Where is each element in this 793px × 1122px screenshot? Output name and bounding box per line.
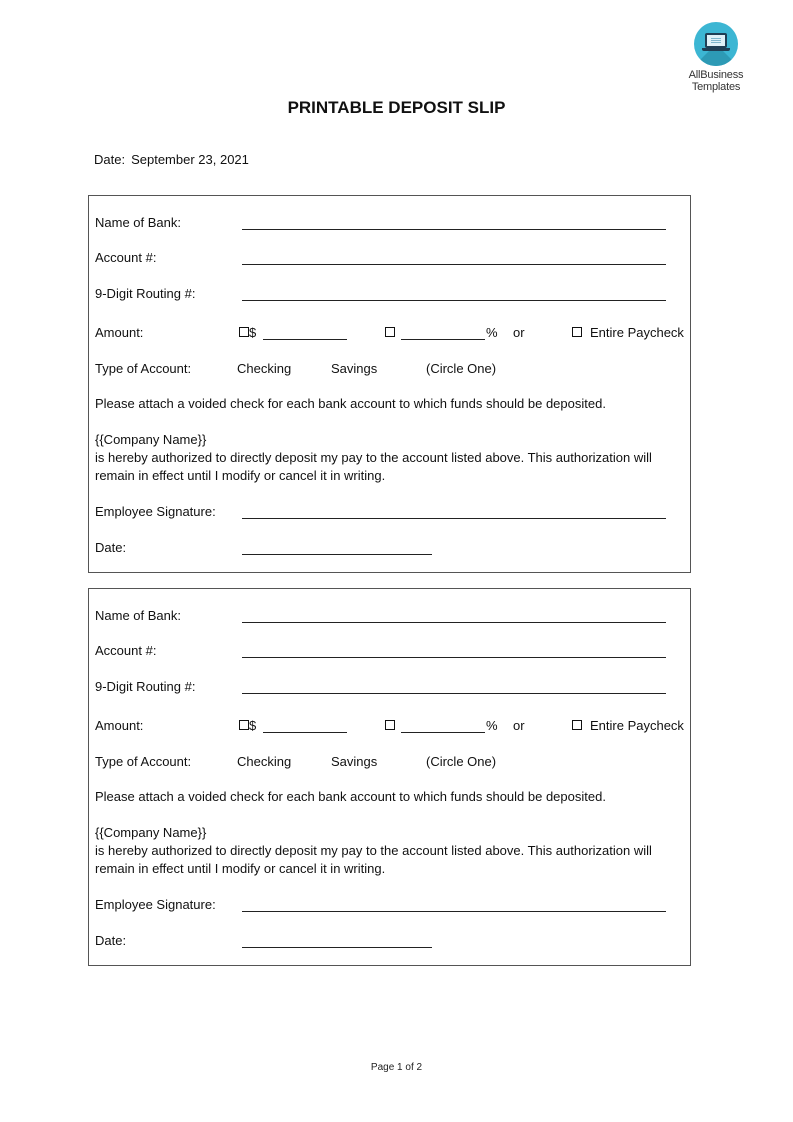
- or-label: or: [513, 325, 525, 340]
- logo-text-line1: AllBusiness: [688, 69, 744, 81]
- signature-date-field[interactable]: [242, 947, 432, 948]
- employee-signature-label: Employee Signature:: [95, 504, 216, 519]
- account-type-label: Type of Account:: [95, 361, 192, 376]
- entire-paycheck-label: Entire Paycheck: [590, 718, 684, 733]
- company-name-placeholder: {{Company Name}}: [95, 825, 207, 840]
- entire-paycheck-checkbox[interactable]: [572, 720, 582, 730]
- routing-number-field[interactable]: [242, 693, 666, 694]
- account-type-label: Type of Account:: [95, 754, 192, 769]
- deposit-slip-2: [88, 588, 691, 966]
- authorization-text: is hereby authorized to directly deposit my pay to the account listed above. This authorization will remain in effect until I modify or cancel it in writing.: [95, 450, 652, 483]
- employee-signature-label: Employee Signature:: [95, 897, 216, 912]
- percent-amount-field[interactable]: [401, 339, 485, 340]
- signature-date-field[interactable]: [242, 554, 432, 555]
- entire-paycheck-label: Entire Paycheck: [590, 325, 684, 340]
- circle-one-note: (Circle One): [426, 361, 497, 376]
- allbusiness-templates-logo: [680, 22, 752, 93]
- authorization-text: is hereby authorized to directly deposit my pay to the account listed above. This authorization will remain in effect until I modify or cancel it in writing.: [95, 843, 652, 876]
- account-type-row: [95, 754, 685, 774]
- authorization-paragraph: [95, 824, 690, 878]
- dollar-amount-checkbox[interactable]: [239, 327, 249, 337]
- attach-check-note: Please attach a voided check for each bank account to which funds should be deposited.: [95, 396, 606, 411]
- logo-text-line2: Templates: [691, 81, 741, 93]
- dollar-amount-field[interactable]: [263, 732, 347, 733]
- company-name-placeholder: {{Company Name}}: [95, 432, 207, 447]
- amount-row: [95, 325, 690, 345]
- amount-label: Amount:: [95, 325, 144, 340]
- savings-option[interactable]: Savings: [331, 361, 378, 376]
- circle-one-note: (Circle One): [426, 754, 497, 769]
- entire-paycheck-checkbox[interactable]: [572, 327, 582, 337]
- authorization-paragraph: [95, 431, 690, 485]
- dollar-symbol: $: [249, 718, 257, 733]
- account-number-field[interactable]: [242, 657, 666, 658]
- percent-amount-field[interactable]: [401, 732, 485, 733]
- attach-check-note: Please attach a voided check for each bank account to which funds should be deposited.: [95, 789, 606, 804]
- dollar-symbol: $: [249, 325, 257, 340]
- account-number-label: Account #:: [95, 250, 157, 265]
- amount-label: Amount:: [95, 718, 144, 733]
- page-title: PRINTABLE DEPOSIT SLIP: [287, 98, 506, 117]
- employee-signature-field[interactable]: [242, 518, 666, 519]
- bank-name-label: Name of Bank:: [95, 608, 181, 623]
- bank-name-field[interactable]: [242, 622, 666, 623]
- checking-option[interactable]: Checking: [237, 361, 292, 376]
- page-number: Page 1 of 2: [370, 1062, 423, 1073]
- routing-number-field[interactable]: [242, 300, 666, 301]
- percent-symbol: %: [486, 718, 498, 733]
- routing-number-label: 9-Digit Routing #:: [95, 679, 196, 694]
- routing-number-label: 9-Digit Routing #:: [95, 286, 196, 301]
- date-label: Date:: [94, 152, 126, 167]
- account-number-field[interactable]: [242, 264, 666, 265]
- document-date: [94, 152, 249, 167]
- bank-name-field[interactable]: [242, 229, 666, 230]
- bank-name-label: Name of Bank:: [95, 215, 181, 230]
- or-label: or: [513, 718, 525, 733]
- account-type-row: [95, 361, 685, 381]
- signature-date-label: Date:: [95, 933, 127, 948]
- signature-date-label: Date:: [95, 540, 127, 555]
- savings-option[interactable]: Savings: [331, 754, 378, 769]
- dollar-amount-field[interactable]: [263, 339, 347, 340]
- amount-row: [95, 718, 690, 738]
- percent-amount-checkbox[interactable]: [385, 720, 395, 730]
- employee-signature-field[interactable]: [242, 911, 666, 912]
- date-value: September 23, 2021: [131, 152, 249, 167]
- checking-option[interactable]: Checking: [237, 754, 292, 769]
- laptop-icon: [694, 22, 738, 66]
- dollar-amount-checkbox[interactable]: [239, 720, 249, 730]
- deposit-slip-1: [88, 195, 691, 573]
- percent-amount-checkbox[interactable]: [385, 327, 395, 337]
- account-number-label: Account #:: [95, 643, 157, 658]
- percent-symbol: %: [486, 325, 498, 340]
